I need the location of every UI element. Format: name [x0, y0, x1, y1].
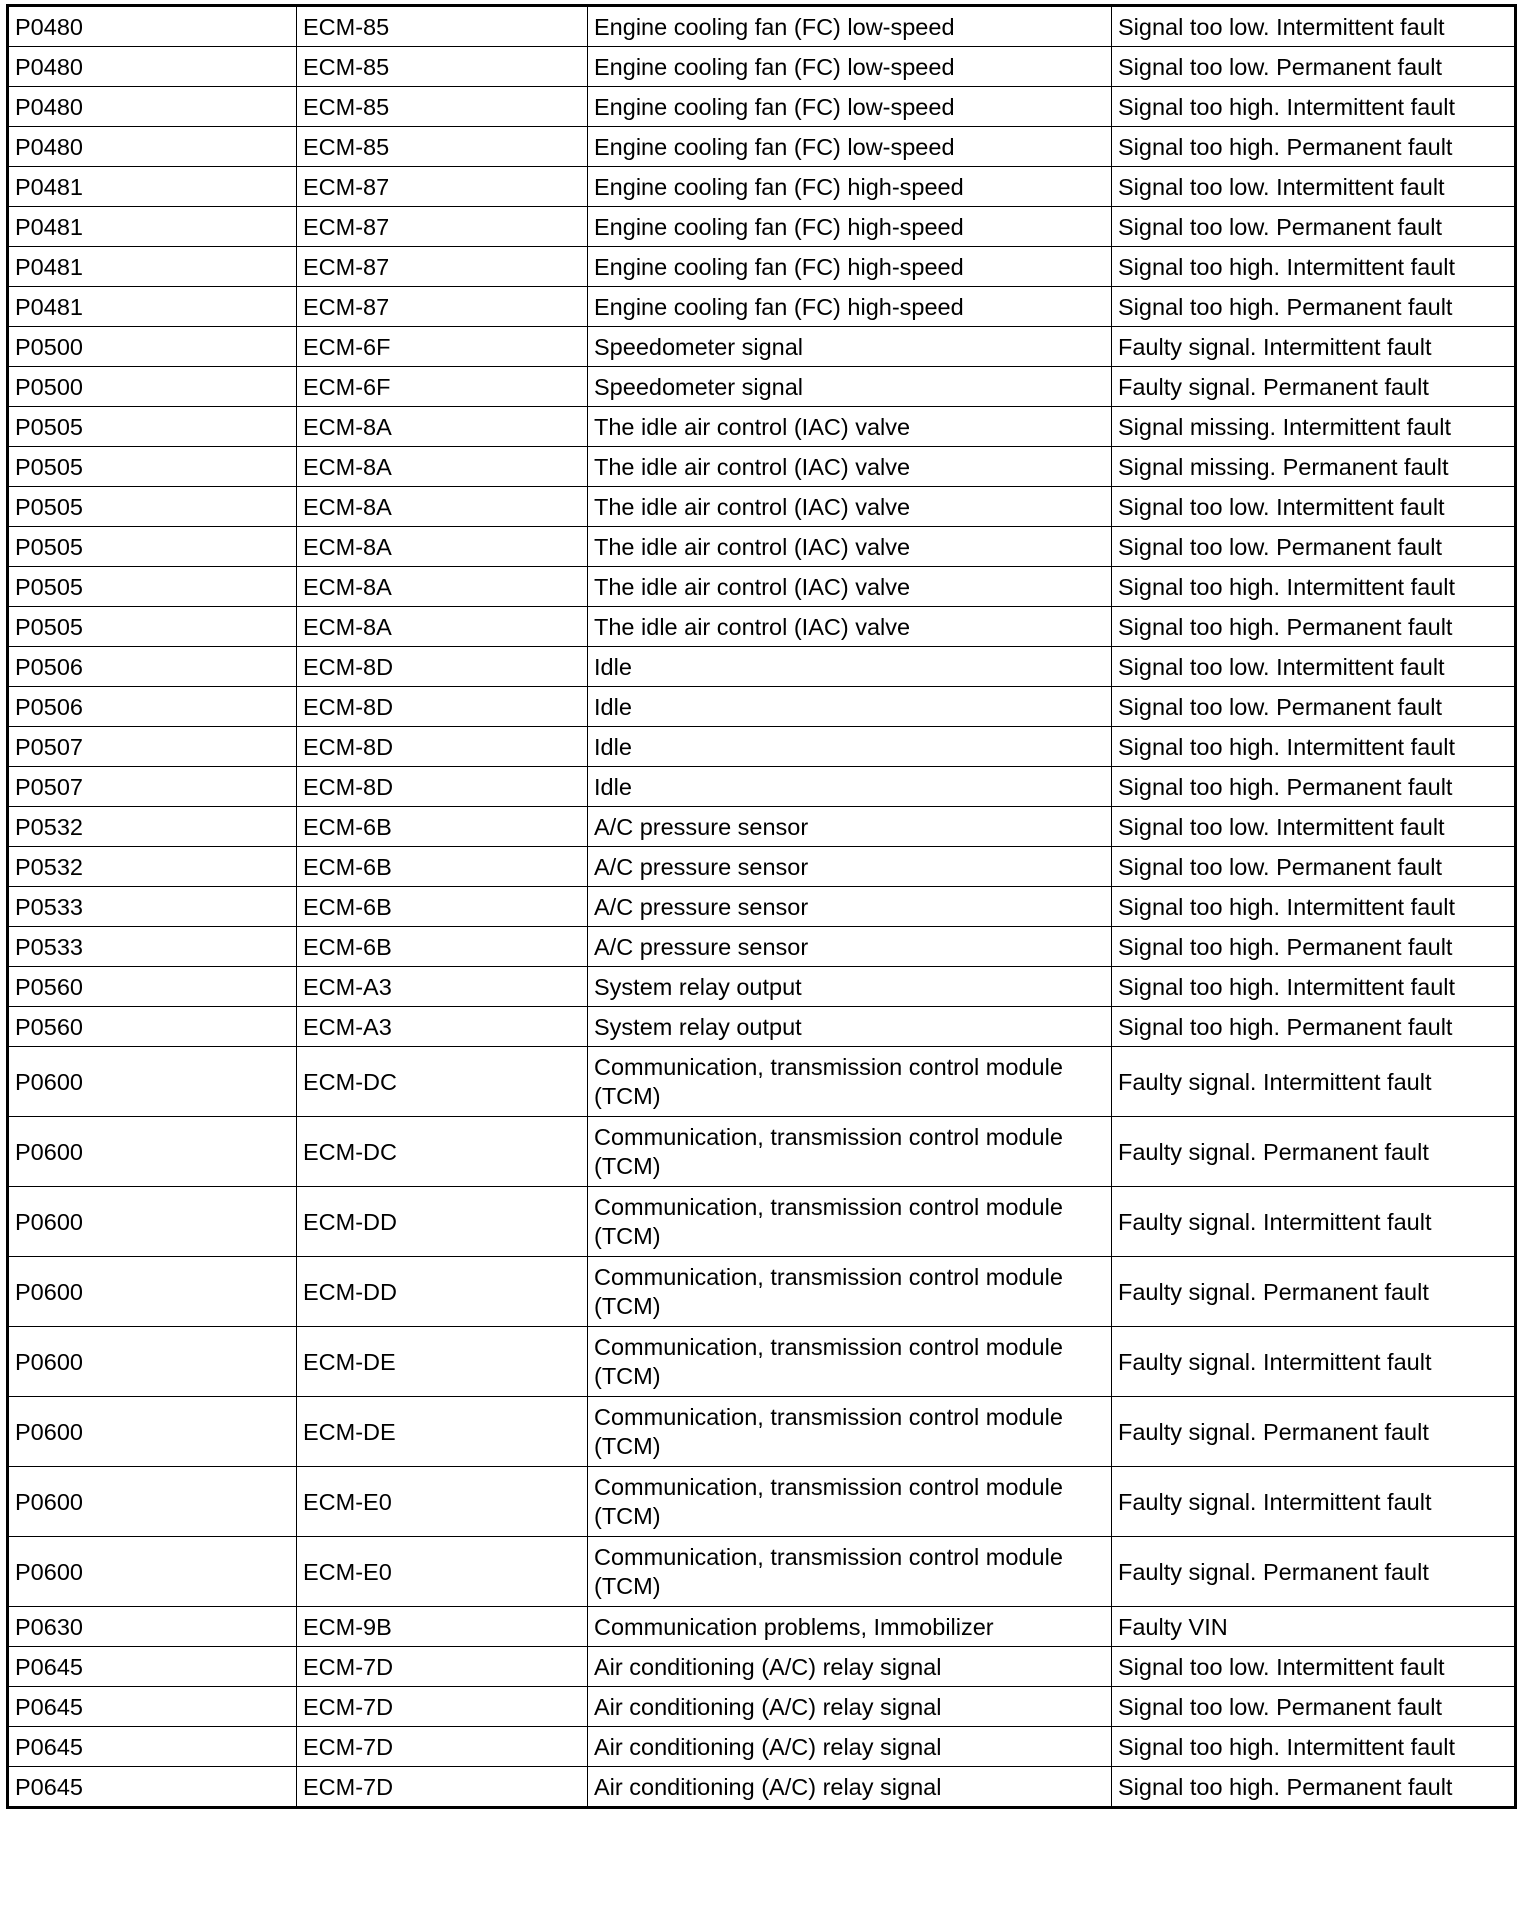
table-row	[8, 807, 1516, 847]
fault-description-cell: Signal too high. Permanent fault	[1112, 927, 1516, 967]
fault-description-cell: Signal too low. Intermittent fault	[1112, 647, 1516, 687]
fault-description-cell: Signal too high. Permanent fault	[1112, 1007, 1516, 1047]
fault-description-cell: Faulty signal. Permanent fault	[1112, 1257, 1516, 1327]
table-row	[8, 767, 1516, 807]
ecm-code-cell: ECM-87	[297, 247, 588, 287]
fault-description-cell: Faulty signal. Intermittent fault	[1112, 1047, 1516, 1117]
dtc-code-cell: P0500	[8, 367, 297, 407]
table-row	[8, 927, 1516, 967]
dtc-code-cell: P0506	[8, 647, 297, 687]
fault-description-cell: Signal too high. Permanent fault	[1112, 607, 1516, 647]
fault-description-cell: Signal missing. Permanent fault	[1112, 447, 1516, 487]
table-row	[8, 87, 1516, 127]
table-row	[8, 367, 1516, 407]
dtc-code-cell: P0480	[8, 127, 297, 167]
dtc-code-cell: P0507	[8, 727, 297, 767]
dtc-code-cell: P0533	[8, 927, 297, 967]
table-row	[8, 727, 1516, 767]
component-cell: Communication, transmission control module (TCM)	[588, 1327, 1112, 1397]
table-row	[8, 607, 1516, 647]
fault-description-cell: Signal too high. Permanent fault	[1112, 767, 1516, 807]
ecm-code-cell: ECM-DD	[297, 1187, 588, 1257]
ecm-code-cell: ECM-DC	[297, 1047, 588, 1117]
component-cell: Engine cooling fan (FC) high-speed	[588, 167, 1112, 207]
ecm-code-cell: ECM-8D	[297, 727, 588, 767]
fault-description-cell: Signal too low. Permanent fault	[1112, 527, 1516, 567]
dtc-code-cell: P0480	[8, 87, 297, 127]
dtc-code-cell: P0645	[8, 1647, 297, 1687]
dtc-code-cell: P0505	[8, 567, 297, 607]
component-cell: Engine cooling fan (FC) low-speed	[588, 127, 1112, 167]
dtc-code-cell: P0532	[8, 847, 297, 887]
component-cell: Idle	[588, 767, 1112, 807]
component-cell: Air conditioning (A/C) relay signal	[588, 1647, 1112, 1687]
component-cell: Communication, transmission control module (TCM)	[588, 1187, 1112, 1257]
table-row	[8, 1647, 1516, 1687]
dtc-code-cell: P0507	[8, 767, 297, 807]
table-row	[8, 447, 1516, 487]
dtc-code-cell: P0505	[8, 607, 297, 647]
component-cell: Communication, transmission control module (TCM)	[588, 1467, 1112, 1537]
component-cell: Engine cooling fan (FC) high-speed	[588, 247, 1112, 287]
dtc-code-cell: P0600	[8, 1117, 297, 1187]
table-row	[8, 1007, 1516, 1047]
fault-description-cell: Faulty signal. Intermittent fault	[1112, 1187, 1516, 1257]
table-row	[8, 6, 1516, 47]
table-row	[8, 207, 1516, 247]
fault-description-cell: Signal too high. Intermittent fault	[1112, 247, 1516, 287]
ecm-code-cell: ECM-85	[297, 47, 588, 87]
ecm-code-cell: ECM-8A	[297, 607, 588, 647]
component-cell: The idle air control (IAC) valve	[588, 527, 1112, 567]
fault-description-cell: Signal too low. Intermittent fault	[1112, 487, 1516, 527]
ecm-code-cell: ECM-7D	[297, 1767, 588, 1808]
table-row	[8, 527, 1516, 567]
fault-description-cell: Signal too low. Intermittent fault	[1112, 1647, 1516, 1687]
ecm-code-cell: ECM-7D	[297, 1687, 588, 1727]
dtc-table-body	[8, 6, 1516, 1808]
fault-description-cell: Signal too high. Permanent fault	[1112, 287, 1516, 327]
ecm-code-cell: ECM-6B	[297, 927, 588, 967]
dtc-code-cell: P0500	[8, 327, 297, 367]
table-row	[8, 167, 1516, 207]
ecm-code-cell: ECM-9B	[297, 1607, 588, 1647]
fault-description-cell: Signal too high. Permanent fault	[1112, 1767, 1516, 1808]
ecm-code-cell: ECM-DE	[297, 1397, 588, 1467]
dtc-code-cell: P0600	[8, 1397, 297, 1467]
fault-description-cell: Signal too high. Intermittent fault	[1112, 87, 1516, 127]
dtc-code-cell: P0560	[8, 967, 297, 1007]
dtc-code-cell: P0506	[8, 687, 297, 727]
component-cell: Engine cooling fan (FC) low-speed	[588, 47, 1112, 87]
dtc-code-cell: P0630	[8, 1607, 297, 1647]
fault-description-cell: Signal too low. Permanent fault	[1112, 1687, 1516, 1727]
fault-description-cell: Signal missing. Intermittent fault	[1112, 407, 1516, 447]
dtc-code-cell: P0600	[8, 1187, 297, 1257]
fault-description-cell: Faulty signal. Permanent fault	[1112, 367, 1516, 407]
table-row	[8, 1727, 1516, 1767]
table-row	[8, 967, 1516, 1007]
fault-description-cell: Signal too low. Permanent fault	[1112, 47, 1516, 87]
component-cell: A/C pressure sensor	[588, 847, 1112, 887]
component-cell: A/C pressure sensor	[588, 927, 1112, 967]
table-row	[8, 1537, 1516, 1607]
fault-description-cell: Signal too high. Intermittent fault	[1112, 727, 1516, 767]
table-row	[8, 847, 1516, 887]
table-row	[8, 1687, 1516, 1727]
dtc-code-cell: P0645	[8, 1687, 297, 1727]
ecm-code-cell: ECM-87	[297, 167, 588, 207]
ecm-code-cell: ECM-85	[297, 6, 588, 47]
table-row	[8, 1047, 1516, 1117]
ecm-code-cell: ECM-6F	[297, 327, 588, 367]
dtc-code-cell: P0480	[8, 6, 297, 47]
table-row	[8, 887, 1516, 927]
dtc-code-cell: P0481	[8, 287, 297, 327]
table-row	[8, 247, 1516, 287]
ecm-code-cell: ECM-DE	[297, 1327, 588, 1397]
component-cell: System relay output	[588, 967, 1112, 1007]
table-row	[8, 1607, 1516, 1647]
component-cell: Communication, transmission control module (TCM)	[588, 1117, 1112, 1187]
fault-description-cell: Signal too high. Permanent fault	[1112, 127, 1516, 167]
dtc-code-cell: P0645	[8, 1727, 297, 1767]
fault-description-cell: Signal too low. Permanent fault	[1112, 687, 1516, 727]
dtc-code-cell: P0505	[8, 447, 297, 487]
component-cell: Communication, transmission control module (TCM)	[588, 1537, 1112, 1607]
table-row	[8, 287, 1516, 327]
table-row	[8, 647, 1516, 687]
component-cell: Idle	[588, 687, 1112, 727]
ecm-code-cell: ECM-85	[297, 87, 588, 127]
fault-description-cell: Signal too low. Intermittent fault	[1112, 6, 1516, 47]
ecm-code-cell: ECM-6B	[297, 807, 588, 847]
component-cell: A/C pressure sensor	[588, 887, 1112, 927]
ecm-code-cell: ECM-8A	[297, 447, 588, 487]
table-row	[8, 407, 1516, 447]
fault-description-cell: Signal too high. Intermittent fault	[1112, 567, 1516, 607]
table-row	[8, 1767, 1516, 1808]
ecm-code-cell: ECM-87	[297, 287, 588, 327]
dtc-code-cell: P0481	[8, 207, 297, 247]
dtc-code-cell: P0481	[8, 247, 297, 287]
component-cell: The idle air control (IAC) valve	[588, 407, 1112, 447]
ecm-code-cell: ECM-8D	[297, 767, 588, 807]
table-row	[8, 1187, 1516, 1257]
component-cell: Idle	[588, 647, 1112, 687]
dtc-code-cell: P0600	[8, 1257, 297, 1327]
ecm-code-cell: ECM-6B	[297, 887, 588, 927]
dtc-code-cell: P0532	[8, 807, 297, 847]
component-cell: System relay output	[588, 1007, 1112, 1047]
table-row	[8, 47, 1516, 87]
ecm-code-cell: ECM-A3	[297, 967, 588, 1007]
table-row	[8, 1397, 1516, 1467]
ecm-code-cell: ECM-87	[297, 207, 588, 247]
component-cell: The idle air control (IAC) valve	[588, 447, 1112, 487]
component-cell: Idle	[588, 727, 1112, 767]
component-cell: Speedometer signal	[588, 327, 1112, 367]
component-cell: Engine cooling fan (FC) low-speed	[588, 87, 1112, 127]
component-cell: Speedometer signal	[588, 367, 1112, 407]
fault-description-cell: Signal too high. Intermittent fault	[1112, 887, 1516, 927]
component-cell: Air conditioning (A/C) relay signal	[588, 1767, 1112, 1808]
ecm-code-cell: ECM-85	[297, 127, 588, 167]
fault-description-cell: Signal too low. Intermittent fault	[1112, 807, 1516, 847]
fault-description-cell: Faulty signal. Permanent fault	[1112, 1537, 1516, 1607]
dtc-code-cell: P0505	[8, 527, 297, 567]
component-cell: Engine cooling fan (FC) high-speed	[588, 207, 1112, 247]
dtc-code-cell: P0480	[8, 47, 297, 87]
component-cell: The idle air control (IAC) valve	[588, 487, 1112, 527]
table-row	[8, 127, 1516, 167]
ecm-code-cell: ECM-8A	[297, 407, 588, 447]
component-cell: The idle air control (IAC) valve	[588, 567, 1112, 607]
fault-description-cell: Faulty signal. Intermittent fault	[1112, 327, 1516, 367]
ecm-code-cell: ECM-6F	[297, 367, 588, 407]
component-cell: Communication, transmission control module (TCM)	[588, 1257, 1112, 1327]
component-cell: A/C pressure sensor	[588, 807, 1112, 847]
ecm-code-cell: ECM-8D	[297, 687, 588, 727]
table-row	[8, 1327, 1516, 1397]
dtc-table	[6, 4, 1517, 1809]
component-cell: Air conditioning (A/C) relay signal	[588, 1687, 1112, 1727]
table-row	[8, 567, 1516, 607]
ecm-code-cell: ECM-DC	[297, 1117, 588, 1187]
component-cell: Communication problems, Immobilizer	[588, 1607, 1112, 1647]
fault-description-cell: Signal too high. Intermittent fault	[1112, 1727, 1516, 1767]
dtc-code-cell: P0481	[8, 167, 297, 207]
ecm-code-cell: ECM-E0	[297, 1537, 588, 1607]
fault-description-cell: Faulty signal. Permanent fault	[1112, 1117, 1516, 1187]
fault-description-cell: Faulty signal. Intermittent fault	[1112, 1467, 1516, 1537]
fault-description-cell: Signal too high. Intermittent fault	[1112, 967, 1516, 1007]
ecm-code-cell: ECM-8D	[297, 647, 588, 687]
table-row	[8, 487, 1516, 527]
component-cell: Air conditioning (A/C) relay signal	[588, 1727, 1112, 1767]
dtc-code-cell: P0645	[8, 1767, 297, 1808]
dtc-code-cell: P0600	[8, 1537, 297, 1607]
component-cell: Engine cooling fan (FC) high-speed	[588, 287, 1112, 327]
fault-description-cell: Signal too low. Permanent fault	[1112, 207, 1516, 247]
dtc-code-cell: P0560	[8, 1007, 297, 1047]
dtc-code-cell: P0600	[8, 1047, 297, 1117]
ecm-code-cell: ECM-7D	[297, 1727, 588, 1767]
ecm-code-cell: ECM-6B	[297, 847, 588, 887]
fault-description-cell: Faulty VIN	[1112, 1607, 1516, 1647]
component-cell: The idle air control (IAC) valve	[588, 607, 1112, 647]
ecm-code-cell: ECM-A3	[297, 1007, 588, 1047]
table-row	[8, 1257, 1516, 1327]
component-cell: Communication, transmission control module (TCM)	[588, 1397, 1112, 1467]
table-row	[8, 687, 1516, 727]
fault-description-cell: Signal too low. Permanent fault	[1112, 847, 1516, 887]
table-row	[8, 327, 1516, 367]
table-row	[8, 1117, 1516, 1187]
dtc-code-cell: P0600	[8, 1467, 297, 1537]
dtc-code-cell: P0600	[8, 1327, 297, 1397]
ecm-code-cell: ECM-7D	[297, 1647, 588, 1687]
ecm-code-cell: ECM-8A	[297, 567, 588, 607]
fault-description-cell: Faulty signal. Permanent fault	[1112, 1397, 1516, 1467]
ecm-code-cell: ECM-E0	[297, 1467, 588, 1537]
component-cell: Communication, transmission control module (TCM)	[588, 1047, 1112, 1117]
ecm-code-cell: ECM-DD	[297, 1257, 588, 1327]
dtc-code-cell: P0505	[8, 487, 297, 527]
fault-description-cell: Signal too low. Intermittent fault	[1112, 167, 1516, 207]
fault-description-cell: Faulty signal. Intermittent fault	[1112, 1327, 1516, 1397]
dtc-code-cell: P0505	[8, 407, 297, 447]
table-row	[8, 1467, 1516, 1537]
ecm-code-cell: ECM-8A	[297, 527, 588, 567]
ecm-code-cell: ECM-8A	[297, 487, 588, 527]
dtc-code-cell: P0533	[8, 887, 297, 927]
component-cell: Engine cooling fan (FC) low-speed	[588, 6, 1112, 47]
